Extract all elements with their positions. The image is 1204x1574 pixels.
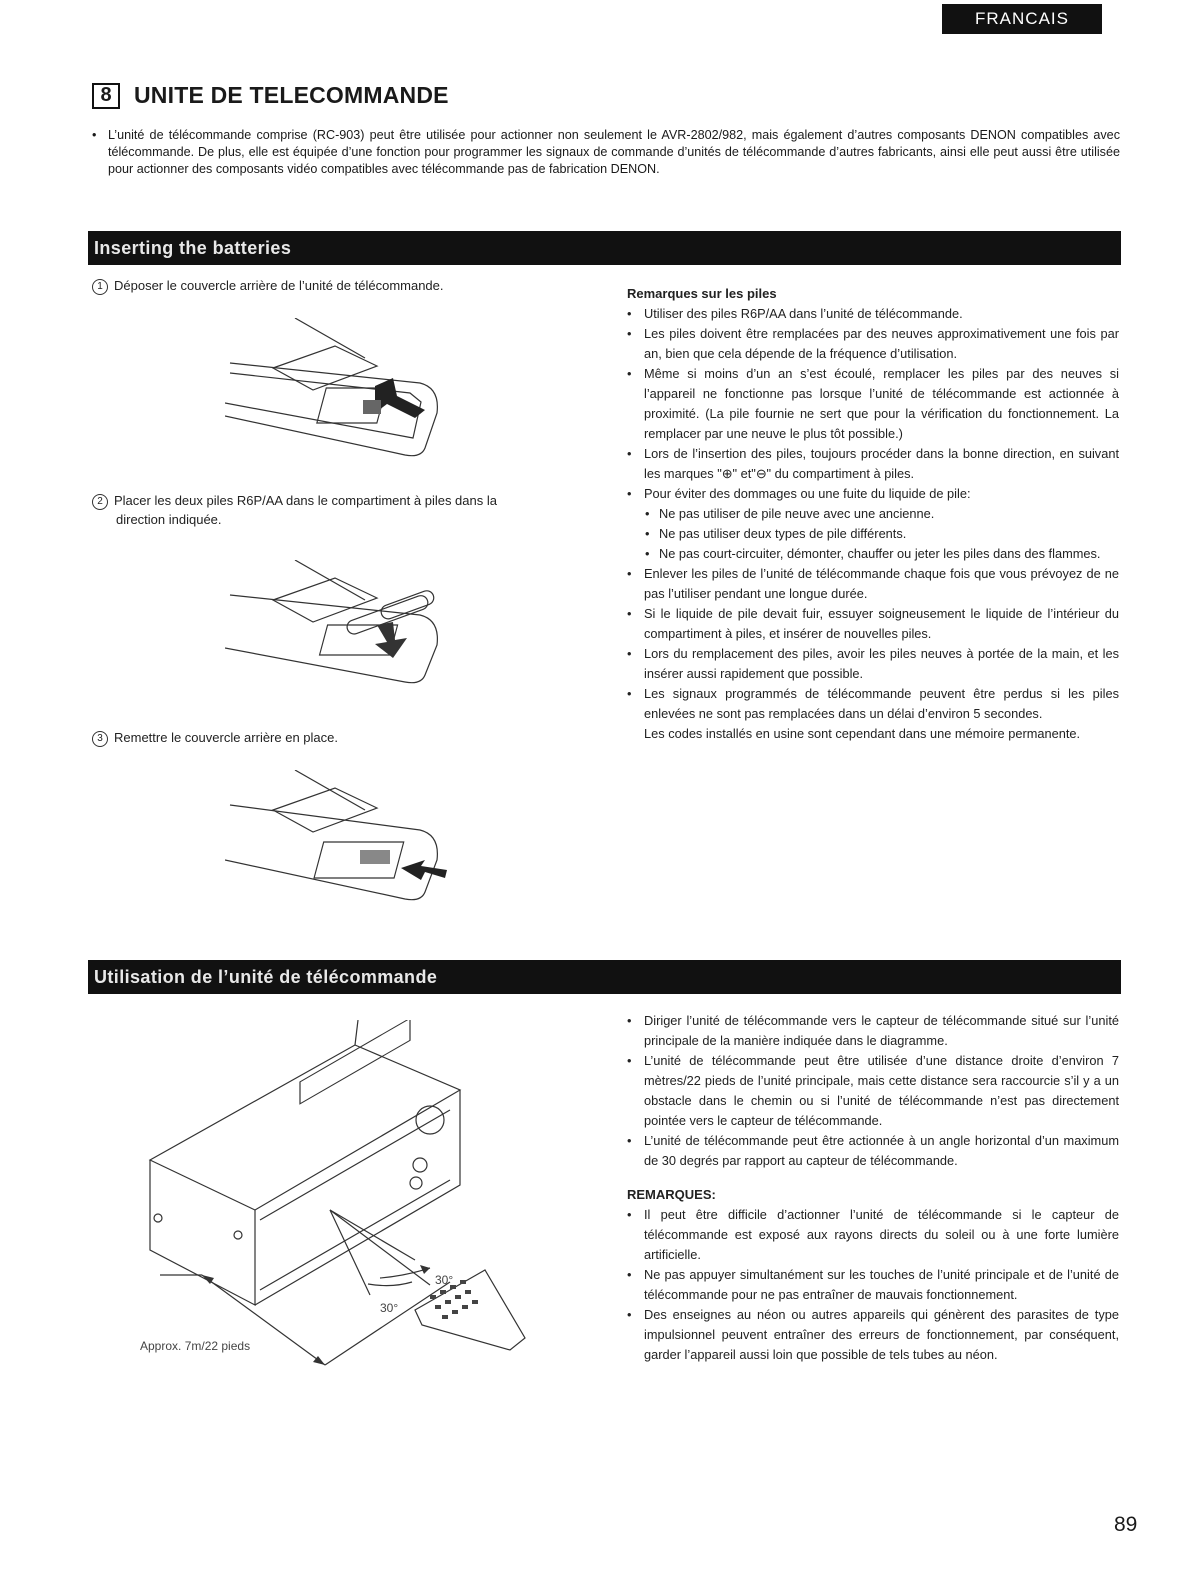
- remove-cover-illustration: [225, 318, 465, 468]
- intro-paragraph: [92, 127, 1120, 178]
- remark-item: • Lors de l’insertion des piles, toujours procéder dans la bonne direction, en suivant les marques "⊕" et"⊖" du compartiment à piles.: [627, 444, 1119, 484]
- page-title: UNITE DE TELECOMMANDE: [134, 82, 449, 108]
- section-bar-usage: Utilisation de l’unité de télécommande: [88, 960, 1121, 994]
- remarks-list-2: [627, 564, 1119, 724]
- step-2-text-2: direction indiquée.: [116, 512, 222, 527]
- intro-text: L’unité de télécommande comprise (RC-903) peut être utilisée pour actionner non seulement le AVR-2802/982, mais également d’autres composants DENON compatibles avec télécommande. De plus, elle est équipée d’une fonction pour programmer les signaux de commande d’unités de télécommande d’autres fabricants, ainsi elle peut aussi être utilisée pour actionner des composants vidéo compatibles avec télécommande pas de fabrication DENON.: [108, 128, 1120, 176]
- step-1-text: Déposer le couvercle arrière de l’unité de télécommande.: [114, 278, 444, 293]
- step-2-text-1: Placer les deux piles R6P/AA dans le compartiment à piles dans la: [114, 493, 497, 508]
- step-2: [92, 491, 592, 529]
- step-3: [92, 728, 338, 747]
- usage-instructions: [627, 1011, 1119, 1365]
- remarque-item: • Ne pas appuyer simultanément sur les touches de l’unité principale et de l’unité de télécommande pour ne pas entraîner de mauvais fonctionnement.: [627, 1265, 1119, 1305]
- remarques-title: REMARQUES:: [627, 1187, 716, 1202]
- usage-list: [627, 1011, 1119, 1171]
- step-3-number: 3: [92, 731, 108, 747]
- angle-label-1: 30°: [435, 1273, 454, 1287]
- distance-label: Approx. 7m/22 pieds: [140, 1339, 251, 1353]
- remarks-list: [627, 304, 1119, 504]
- sub-remark-item: • Ne pas utiliser deux types de pile différents.: [645, 524, 1119, 544]
- step-1: [92, 276, 444, 295]
- remarks-title: Remarques sur les piles: [627, 286, 777, 301]
- remarque-item: • Des enseignes au néon ou autres appareils qui génèrent des parasites de type impulsionnel peuvent entraîner des erreurs de fonctionnement, par conséquent, garder l’appareil aussi loin que possible de tels tubes au néon.: [627, 1305, 1119, 1365]
- battery-remarks: [627, 284, 1119, 744]
- section-bar-batteries: Inserting the batteries: [88, 231, 1121, 265]
- step-1-number: 1: [92, 279, 108, 295]
- language-tab: FRANCAIS: [942, 4, 1102, 34]
- remark-item: • Si le liquide de pile devait fuir, essuyer soigneusement le liquide de l’intérieur du compartiment à piles, et insérer de nouvelles piles.: [627, 604, 1119, 644]
- remark-item: • Pour éviter des dommages ou une fuite du liquide de pile:: [627, 484, 1119, 504]
- remark-item: • Les signaux programmés de télécommande peuvent être perdus si les piles enlevées ne sont pas remplacées dans un délai d’environ 5 secondes.: [627, 684, 1119, 724]
- angle-label-2: 30°: [380, 1301, 399, 1315]
- receiver-range-diagram: [130, 1020, 550, 1380]
- sub-remark-item: • Ne pas utiliser de pile neuve avec une ancienne.: [645, 504, 1119, 524]
- step-3-text: Remettre le couvercle arrière en place.: [114, 730, 338, 745]
- page-number: 89: [1114, 1513, 1138, 1536]
- remark-item: • Même si moins d’un an s’est écoulé, remplacer les piles par des neuves si l’appareil ne fonctionne pas lorsque l’unité de télécommande est actionnée à proximité. (La pile fournie ne sert que pour la vérification du fonctionnement. La remplacer par une neuve le plus tôt possible.): [627, 364, 1119, 444]
- remark-item: • Enlever les piles de l’unité de télécommande chaque fois que vous prévoyez de ne pas l’utiliser pendant une longue durée.: [627, 564, 1119, 604]
- remark-item: • Les piles doivent être remplacées par des neuves approximativement une fois par an, bien que cela dépende de la fréquence d’utilisation.: [627, 324, 1119, 364]
- remarks-continuation: Les codes installés en usine sont cependant dans une mémoire permanente.: [644, 726, 1081, 741]
- sub-remark-item: • Ne pas court-circuiter, démonter, chauffer ou jeter les piles dans des flammes.: [645, 544, 1119, 564]
- usage-item: • L’unité de télécommande peut être utilisée d’une distance droite d’environ 7 mètres/22 pieds de l’unité principale, mais cette distance sera raccourcie s’il y a un obstacle dans le chemin ou si l’unité de télécommande n’est pas directement pointée vers le capteur de télécommande.: [627, 1051, 1119, 1131]
- section-heading: [92, 82, 449, 109]
- usage-item: • L’unité de télécommande peut être actionnée à un angle horizontal d’un maximum de 30 degrés par rapport au capteur de télécommande.: [627, 1131, 1119, 1171]
- section-number: 8: [92, 83, 120, 109]
- remarque-item: • Il peut être difficile d’actionner l’unité de télécommande si le capteur de télécommande est exposé aux rayons directs du soleil ou à une forte lumière artificielle.: [627, 1205, 1119, 1265]
- bullet: •: [92, 128, 97, 142]
- remark-item: • Lors du remplacement des piles, avoir les piles neuves à portée de la main, et les insérer aussi rapidement que possible.: [627, 644, 1119, 684]
- remark-item: • Utiliser des piles R6P/AA dans l’unité de télécommande.: [627, 304, 1119, 324]
- sub-remarks-list: [627, 504, 1119, 564]
- replace-cover-illustration: [225, 770, 465, 910]
- insert-batteries-illustration: [225, 560, 465, 690]
- step-2-number: 2: [92, 494, 108, 510]
- remarques-list: [627, 1205, 1119, 1365]
- usage-item: • Diriger l’unité de télécommande vers le capteur de télécommande situé sur l’unité principale de la manière indiquée dans le diagramme.: [627, 1011, 1119, 1051]
